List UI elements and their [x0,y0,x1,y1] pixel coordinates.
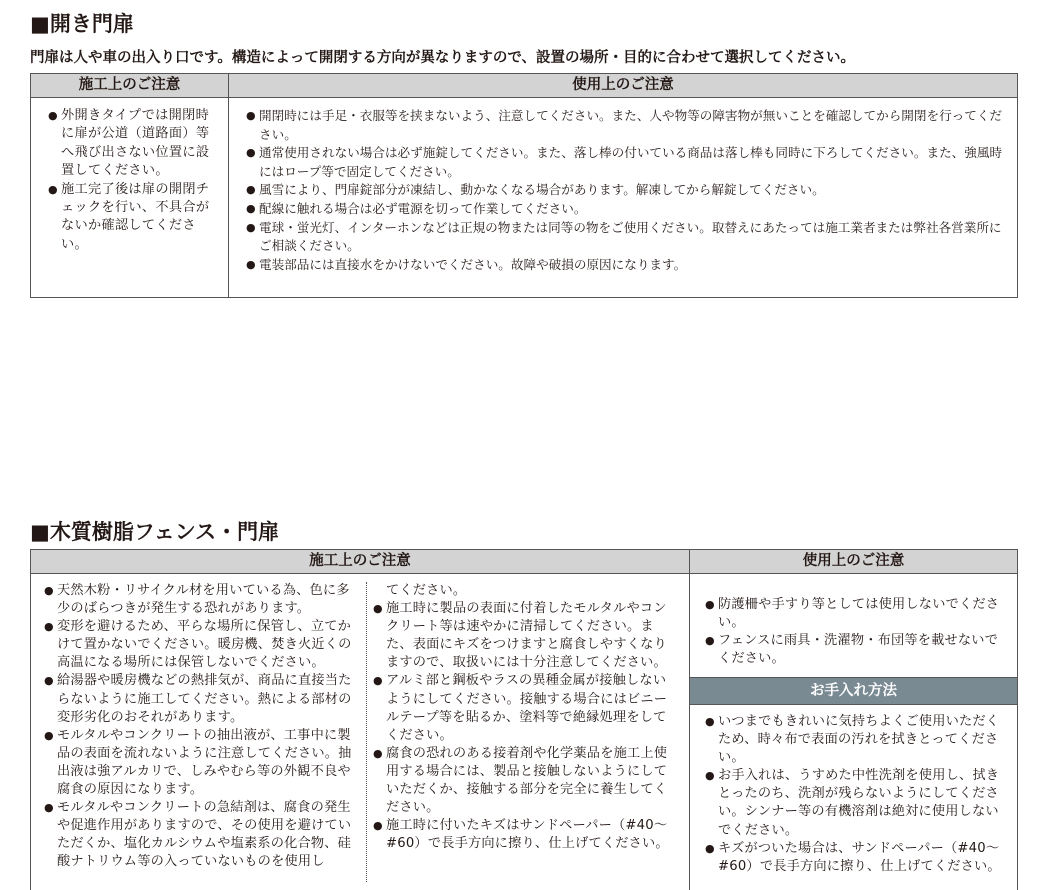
install-notes-column [31,74,229,297]
list-item: ● キズがついた場合は、サンドペーパー（#40～#60）で長手方向に擦り、仕上げてください。 [704,840,1007,876]
list-item: ● 通常使用されない場合は必ず施錠してください。また、落し棒の付いている商品は落し棒も同時に下ろしてください。また、強風時にはロープ等で固定してください。 [245,144,1007,181]
list-item: ● 電球・蛍光灯、インターホンなどは正規の物または同等の物をご使用ください。取替えにあたっては施工業者または弊社各営業所にご相談ください。 [245,219,1007,256]
use-and-care-column [690,550,1017,890]
install-notes-list [43,582,361,872]
list-item: ● 施工完了後は扉の開閉チェックを行い、不具合がないか確認してください。 [47,181,218,255]
continued-text: てください。 [386,583,467,598]
use-notes-list [690,574,1017,668]
install-notes-list [372,600,678,853]
list-item: ● 配線に触れる場合は必ず電源を切って作業してください。 [245,200,1007,219]
install-notes-header: 施工上のご注意 [31,550,689,574]
list-item: ● アルミ部と鋼板やラスの異種金属が接触しないようにしてください。接触する場合にはビニールテープ等を貼るか、塗料等で絶縁処理をしてください。 [372,672,678,744]
care-notes-list [690,705,1017,876]
list-item: ● 施工時に付いたキズはサンドペーパー（#40～#60）で長手方向に擦り、仕上げてください。 [372,817,678,853]
use-notes-list [229,98,1017,274]
list-item: ● フェンスに雨具・洗濯物・布団等を載せないでください。 [704,632,1007,668]
list-item: ● 防護柵や手すり等としては使用しないでください。 [704,596,1007,632]
dotted-divider [366,582,367,882]
install-notes-column [31,550,690,890]
install-notes-header: 施工上のご注意 [31,74,228,98]
section1-intro: 門扉は人や車の出入り口です。構造によって開閉する方向が異なりますので、設置の場所・目的に合わせて選択してください。 [30,50,856,66]
list-item: ● 施工時に製品の表面に付着したモルタルやコンクリート等は速やかに清掃してください。また、表面にキズをつけますと腐食しやすくなりますので、取扱いには十分注意してください。 [372,600,678,672]
install-notes-list [31,98,228,254]
list-item: ● お手入れは、うすめた中性洗剤を使用し、拭きとったのち、洗剤が残らないようにしてください。シンナー等の有機溶剤は絶対に使用しないでください。 [704,767,1007,839]
list-item: ● 電装部品には直接水をかけないでください。故障や破損の原因になります。 [245,256,1007,275]
section2-title: ■木質樹脂フェンス・門扉 [30,520,280,544]
list-item: ● 開閉時には手足・衣服等を挟まないよう、注意してください。また、人や物等の障害物が無いことを確認してから開閉を行ってください。 [245,107,1007,144]
list-item: ● いつまでもきれいに気持ちよくご使用いただくため、時々布で表面の汚れを拭きとってください。 [704,713,1007,767]
install-notes-col1 [43,582,361,872]
list-item: ● 腐食の恐れのある接着剤や化学薬品を施工上使用する場合には、製品と接触しないようにしていただくか、接触する部分を完全に養生してください。 [372,745,678,817]
care-method-header: お手入れ方法 [690,678,1017,705]
section1-title: ■開き門扉 [30,12,134,36]
gate-notes-table [30,73,1018,298]
list-item: ● モルタルやコンクリートの急結剤は、腐食の発生や促進作用がありますので、その使用を避けていただくか、塩化カルシウムや塩素系の化合物、硅酸ナトリウム等の入っていないものを使用し [43,799,361,871]
list-item: ● 給湯器や暖房機などの熱排気が、商品に直接当たらないように施工してください。熱による部材の変形劣化のおそれがあります。 [43,672,361,726]
use-notes-header: 使用上のご注意 [229,74,1017,98]
use-notes-header: 使用上のご注意 [690,550,1017,574]
list-item: ● 変形を避けるため、平らな場所に保管し、立てかけて置かないでください。暖房機、焚き火近くの高温になる場所には保管しないでください。 [43,618,361,672]
list-item: ● 風雪により、門扉錠部分が凍結し、動かなくなる場合があります。解凍してから解錠してください。 [245,181,1007,200]
list-item: ● モルタルやコンクリートの抽出液が、工事中に製品の表面を流れないように注意してください。抽出液は強アルカリで、しみやむら等の外観不良や腐食の原因になります。 [43,727,361,799]
use-notes-column [229,74,1017,297]
list-item: ● 外開きタイプでは開閉時に扉が公道（道路面）等へ飛び出さない位置に設置してください。 [47,107,218,181]
install-notes-col2 [372,582,678,853]
use-notes-block [690,550,1017,678]
list-item: ● 天然木粉・リサイクル材を用いている為、色に多少のばらつきが発生する恐れがあります。 [43,582,361,618]
wood-fence-notes-table [30,549,1018,890]
